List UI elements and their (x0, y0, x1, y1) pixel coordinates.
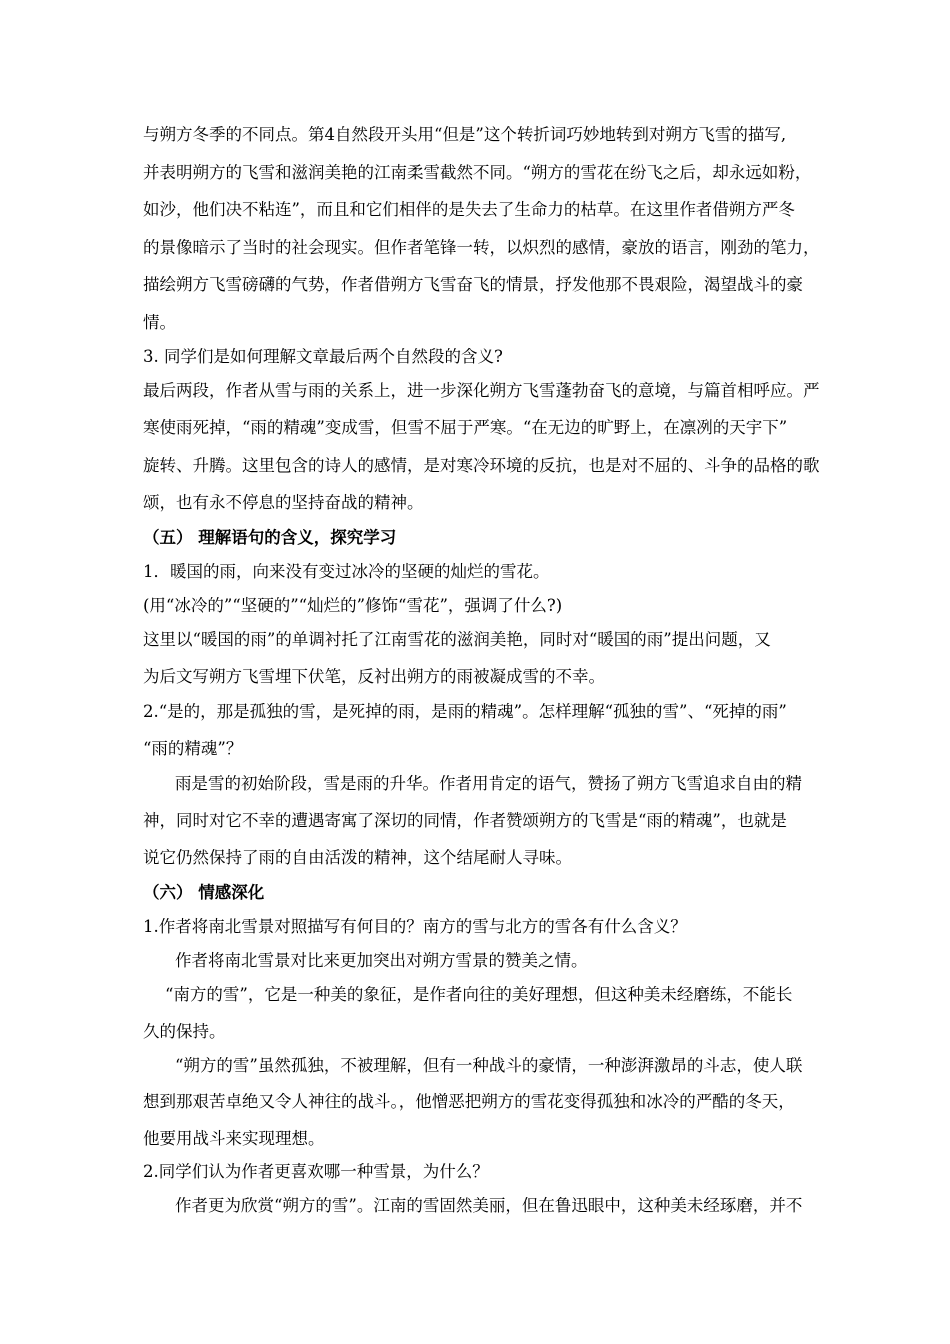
text-line: 旋转、升腾。这里包含的诗人的感情，是对寒冷环境的反抗，也是对不屈的、斗争的品格的歌 (143, 456, 820, 475)
text-line: (用“冰冷的”“坚硬的”“灿烂的”修饰“雪花”，强调了什么?) (143, 596, 563, 615)
text-line: 为后文写朔方飞雪埋下伏笔，反衬出朔方的雨被凝成雪的不幸。 (143, 667, 605, 686)
text-line: 颂，也有永不停息的坚持奋战的精神。 (143, 493, 424, 512)
text-line: 雨是雪的初始阶段，雪是雨的升华。作者用肯定的语气，赞扬了朔方飞雪追求自由的精 (175, 774, 802, 793)
question-heading: 1.作者将南北雪景对照描写有何目的？南方的雪与北方的雪各有什么含义？ (143, 917, 687, 936)
text-line: 如沙，他们决不粘连”，而且和它们相伴的是失去了生命力的枯草。在这里作者借朔方严冬 (143, 200, 795, 219)
section-heading: （五） 理解语句的含义，探究学习 (143, 528, 397, 547)
text-line: 作者更为欣赏“朔方的雪”。江南的雪固然美丽，但在鲁迅眼中，这种美未经琢磨，并不 (175, 1196, 803, 1215)
text-line: 想到那艰苦卓绝又令人神往的战斗。，他憎恶把朔方的雪花变得孤独和冰冷的严酷的冬天， (143, 1092, 795, 1111)
text-line: 久的保持。 (143, 1022, 226, 1041)
question-heading: 2.“是的，那是孤独的雪，是死掉的雨，是雨的精魂”。怎样理解“孤独的雪”、“死掉的雨” (143, 702, 787, 721)
text-line: “南方的雪”，它是一种美的象征，是作者向往的美好理想，但这种美未经磨练，不能长 (165, 985, 793, 1004)
text-line: 他要用战斗来实现理想。 (143, 1129, 325, 1148)
text-line: “雨的精魂”？ (143, 739, 243, 758)
text-line: 与朔方冬季的不同点。第4自然段开头用“但是”这个转折词巧妙地转到对朔方飞雪的描写, (143, 125, 787, 144)
text-line: 情。 (143, 313, 176, 332)
text-line: 并表明朔方的飞雪和滋润美艳的江南柔雪截然不同。“朔方的雪花在纷飞之后，却永远如粉， (143, 163, 812, 182)
text-line: 描绘朔方飞雪磅礴的气势，作者借朔方飞雪奋飞的情景，抒发他那不畏艰险，渴望战斗的豪 (143, 275, 803, 294)
text-line: 神，同时对它不幸的遭遇寄寓了深切的同情，作者赞颂朔方的飞雪是“雨的精魂”，也就是 (143, 811, 787, 830)
text-line: 这里以“暖国的雨”的单调衬托了江南雪花的滋润美艳，同时对“暖国的雨”提出问题，又 (143, 630, 771, 649)
question-heading: 3. 同学们是如何理解文章最后两个自然段的含义? (143, 347, 503, 366)
text-line: “朔方的雪”虽然孤独，不被理解，但有一种战斗的豪情，一种澎湃激昂的斗志，使人联 (175, 1056, 803, 1075)
text-line: 最后两段，作者从雪与雨的关系上，进一步深化朔方飞雪蓬勃奋飞的意境，与篇首相呼应。严 (143, 381, 820, 400)
text-line: 作者将南北雪景对比来更加突出对朔方雪景的赞美之情。 (175, 951, 588, 970)
question-heading: 1．暖国的雨，向来没有变过冰冷的坚硬的灿烂的雪花。 (143, 562, 550, 581)
section-heading: （六） 情感深化 (143, 883, 265, 902)
text-line: 说它仍然保持了雨的自由活泼的精神，这个结尾耐人寻味。 (143, 848, 572, 867)
text-line: 寒使雨死掉，“雨的精魂”变成雪，但雪不屈于严寒。“在无边的旷野上，在凛冽的天宇下” (143, 418, 788, 437)
text-line: 的景像暗示了当时的社会现实。但作者笔锋一转，以炽烈的感情，豪放的语言，刚劲的笔力， (143, 238, 820, 257)
question-heading: 2.同学们认为作者更喜欢哪一种雪景，为什么？ (143, 1162, 489, 1181)
